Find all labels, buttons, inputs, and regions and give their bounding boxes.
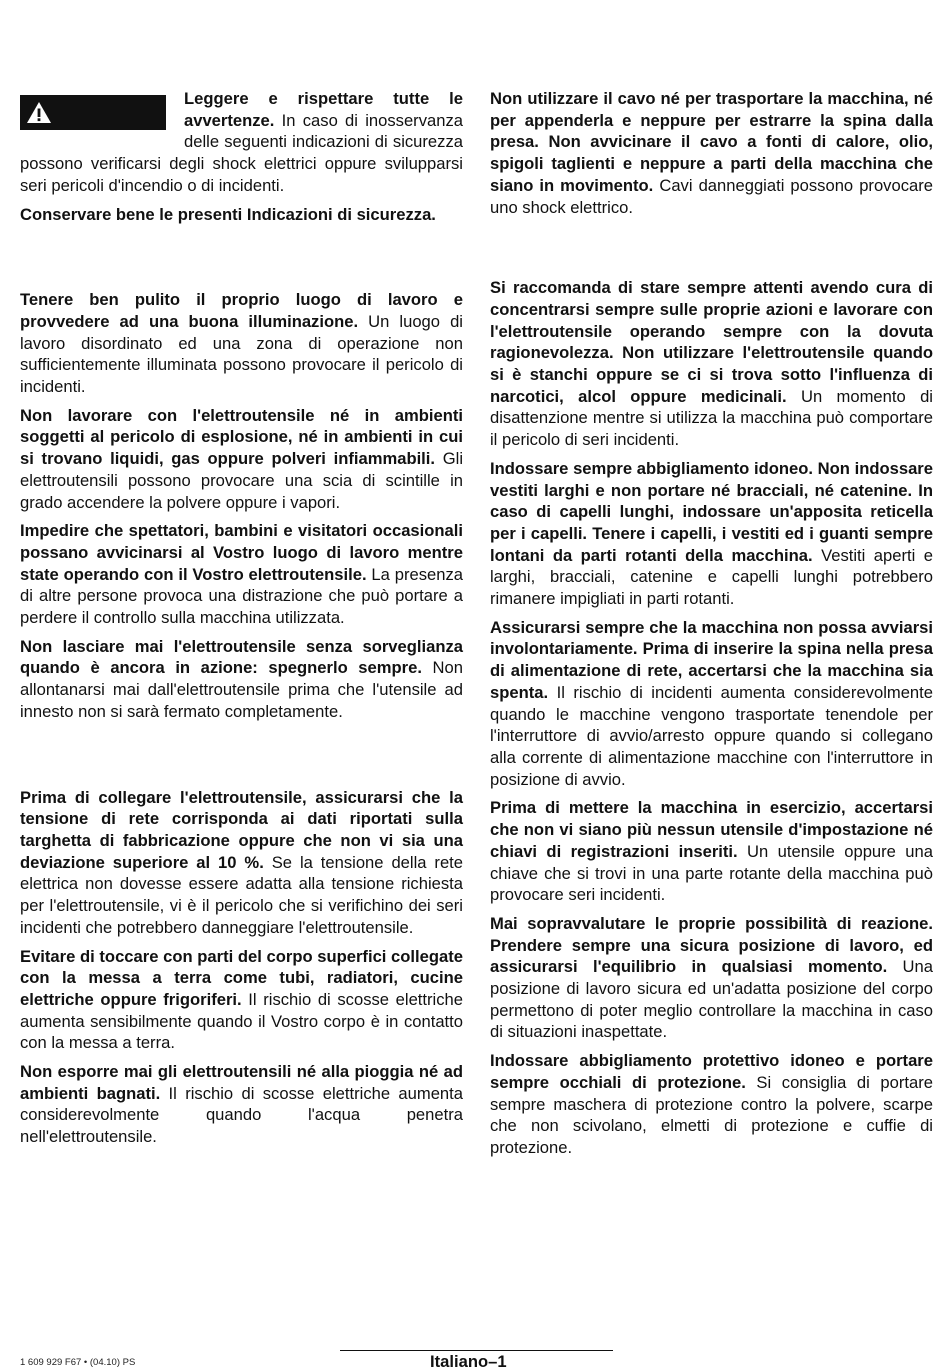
work-area-paragraph: Non lavorare con l'elettroutensile né in ambienti soggetti al pericolo di esplosione, né in ambienti in cui si trovano liquidi, gas oppure polveri infiammabili. Gli elettroutensili possono provocare una scia di scintille in grado accendere la polvere oppure i vapori. <box>20 405 464 512</box>
intro-paragraph: Leggere e rispettare tutte le avvertenze. In caso di inosservanza delle seguenti indicazioni di sicurezza possono verificarsi degli shock elettrici oppure svilupparsi seri pericoli d'incendio o di incidenti. <box>20 89 463 195</box>
page-number: Italiano–1 <box>430 1352 507 1371</box>
keep-instructions-paragraph: Conservare bene le presenti Indicazioni di sicurezza. <box>20 204 436 224</box>
left-column <box>20 88 463 1155</box>
warning-triangle-icon <box>26 101 52 124</box>
cable-paragraph: Non utilizzare il cavo né per trasportare la macchina, né per appenderla e neppure per estrarre la spina dalla presa. Non avvicinare il cavo a fonti di calore, olio, spigoli taglienti e neppure a parti della macchina che siano in movimento. Cavi danneggiati possono provocare uno shock elettrico. <box>490 89 933 217</box>
personal-safety-paragraph: Prima di mettere la macchina in esercizio, accertarsi che non vi siano più nessun utensile d'impostazione né chiavi di registrazioni inseriti. Un utensile oppure una chiave che si trovi in una parte rotante della macchina può provocare seri incidenti. <box>490 798 933 905</box>
electrical-safety-paragraph: Evitare di toccare con parti del corpo superfici collegate con la messa a terra come tubi, radiatori, cucine elettriche oppure frigoriferi. Il rischio di scosse elettriche aumenta sensibilmente quando il Vostro corpo è in contatto con la messa a terra. <box>20 946 463 1053</box>
document-code: 1 609 929 F67 • (04.10) PS <box>20 1357 136 1368</box>
page-footer <box>0 1340 950 1372</box>
warning-label <box>20 95 166 130</box>
footer-rule <box>340 1350 613 1351</box>
electrical-safety-paragraph: Non esporre mai gli elettroutensili né alla pioggia né ad ambienti bagnati. Il rischio di scosse elettriche aumenta considerevolmente quando l'acqua penetra nell'elettroutensile. <box>20 1062 463 1147</box>
personal-safety-paragraph: Indossare abbigliamento protettivo idoneo e portare sempre occhiali di protezione. Si consiglia di portare sempre maschera di protezione contro la polvere, scarpe che non scivolano, elmetti di protezione e cuffie di protezione. <box>490 1051 934 1157</box>
work-area-paragraph: Tenere ben pulito il proprio luogo di lavoro e provvedere ad una buona illuminazione. Un luogo di lavoro disordinato ed una zona di operazione non sufficientemente illuminata possono provocare il pericolo di incidenti. <box>20 290 463 397</box>
personal-safety-paragraph: Si raccomanda di stare sempre attenti avendo cura di concentrarsi sempre sulle proprie azioni e lavorare con l'elettroutensile operando sempre con la dovuta ragionevolezza. Non utilizzare l'elettroutensile quando si è stanchi oppure se ci si trova sotto l'influenza di narcotici, alcol oppure medicinali. Un momento di disattenzione mentre si utilizza la macchina può comportare il pericolo di seri incidenti. <box>490 278 933 450</box>
right-column <box>490 88 933 1166</box>
work-area-paragraph: Impedire che spettatori, bambini e visitatori occasionali possano avvicinarsi al Vostro luogo di lavoro mentre state operando con il Vostro elettroutensile. La presenza di altre persone provoca una distrazione che può portare a perdere il controllo sulla macchina utilizzata. <box>20 521 463 628</box>
work-area-paragraph: Non lasciare mai l'elettroutensile senza sorveglianza quando è ancora in azione: spegnerlo sempre. Non allontanarsi mai dall'elettroutensile prima che l'utensile ad innesto non si sarà fermato completamente. <box>20 636 463 721</box>
personal-safety-paragraph: Assicurarsi sempre che la macchina non possa avviarsi involontariamente. Prima di inserire la spina nella presa di alimentazione di rete, accertarsi che la macchina sia spenta. Il rischio di incidenti aumenta considerevolmente quando le macchine vengono trasportate tenendole per l'interruttore di avvio/arresto oppure quando si collegano alla corrente di alimentazione macchine con l'interruttore in posizione di avvio. <box>490 617 933 789</box>
electrical-safety-paragraph: Prima di collegare l'elettroutensile, assicurarsi che la tensione di rete corrisponda ai dati riportati sulla targhetta di fabbricazione oppure che non vi sia una deviazione superiore al 10 %. Se la tensione della rete elettrica non dovesse essere adatta alla tensione richiesta per l'elettroutensile, vi è il pericolo che si verifichino dei seri incidenti che potrebbero danneggiare l'elettroutensile. <box>20 787 464 937</box>
personal-safety-paragraph: Indossare sempre abbigliamento idoneo. Non indossare vestiti larghi e non portare né bracciali, né catenine. In caso di capelli lunghi, indossare un'apposita reticella per i capelli. Tenere i capelli, i vestiti ed i guanti sempre lontani da parti rotanti della macchina. Vestiti aperti e larghi, bracciali, catenine e capelli lunghi potrebbero rimanere impigliati in parti rotanti. <box>490 458 933 609</box>
personal-safety-paragraph: Mai sopravvalutare le proprie possibilità di reazione. Prendere sempre una sicura posizione di lavoro, ed assicurarsi l'equilibrio in qualsiasi momento. Una posizione di lavoro sicura ed un'adatta posizione del corpo permettono di poter meglio controllare la macchina in caso di situazioni inaspettate. <box>490 913 934 1042</box>
